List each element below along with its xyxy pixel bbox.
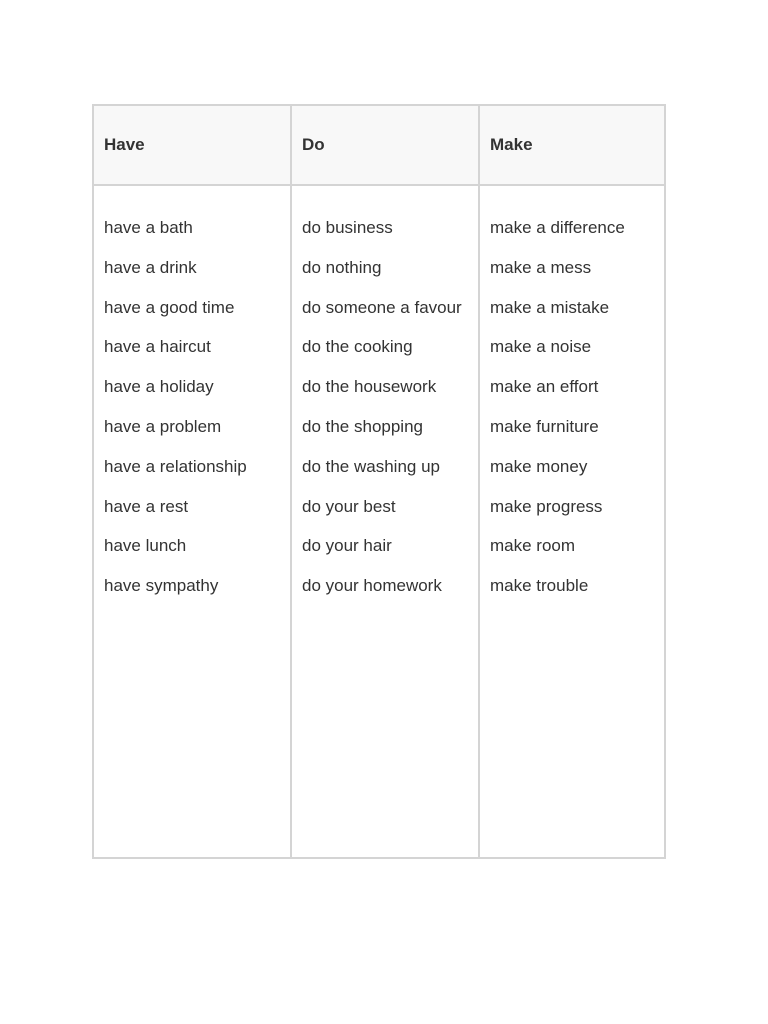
list-item: do the washing up [302, 456, 440, 476]
list-item: do your hair [302, 536, 392, 556]
list-item: do the cooking [302, 337, 413, 357]
list-item: have a rest [104, 496, 189, 516]
list-item: have lunch [104, 536, 187, 556]
do-phrase-list [302, 208, 468, 606]
list-item: do the shopping [302, 416, 423, 436]
list-item: have a problem [104, 416, 222, 436]
table-header-row [93, 105, 665, 185]
list-item: make money [490, 456, 588, 476]
list-item: do business [302, 218, 393, 237]
list-item: do nothing [302, 257, 382, 277]
list-item: do someone a favour [302, 297, 462, 317]
list-item: have a bath [104, 218, 193, 237]
list-item: make furniture [490, 416, 599, 436]
have-phrase-list [104, 208, 280, 606]
list-item: have a holiday [104, 377, 214, 397]
list-item: do your best [302, 496, 396, 516]
make-phrase-list [490, 208, 654, 606]
list-item: make a difference [490, 218, 625, 237]
list-item: make progress [490, 496, 603, 516]
list-item: do the housework [302, 377, 437, 397]
have-column [93, 185, 291, 858]
collocations-table [92, 104, 666, 859]
list-item: have a relationship [104, 456, 247, 476]
list-item: make an effort [490, 377, 599, 397]
list-item: make trouble [490, 576, 589, 596]
list-item: have a drink [104, 257, 197, 277]
list-item: make a mistake [490, 297, 610, 317]
do-column [291, 185, 479, 858]
header-do: Do [291, 105, 479, 185]
list-item: make a noise [490, 337, 592, 357]
make-column [479, 185, 665, 858]
list-item: make room [490, 536, 576, 556]
header-have: Have [93, 105, 291, 185]
list-item: have a good time [104, 297, 235, 317]
list-item: have a haircut [104, 337, 211, 357]
list-item: have sympathy [104, 576, 219, 596]
list-item: make a mess [490, 257, 592, 277]
list-item: do your homework [302, 576, 442, 596]
header-make: Make [479, 105, 665, 185]
table-body-row [93, 185, 665, 858]
